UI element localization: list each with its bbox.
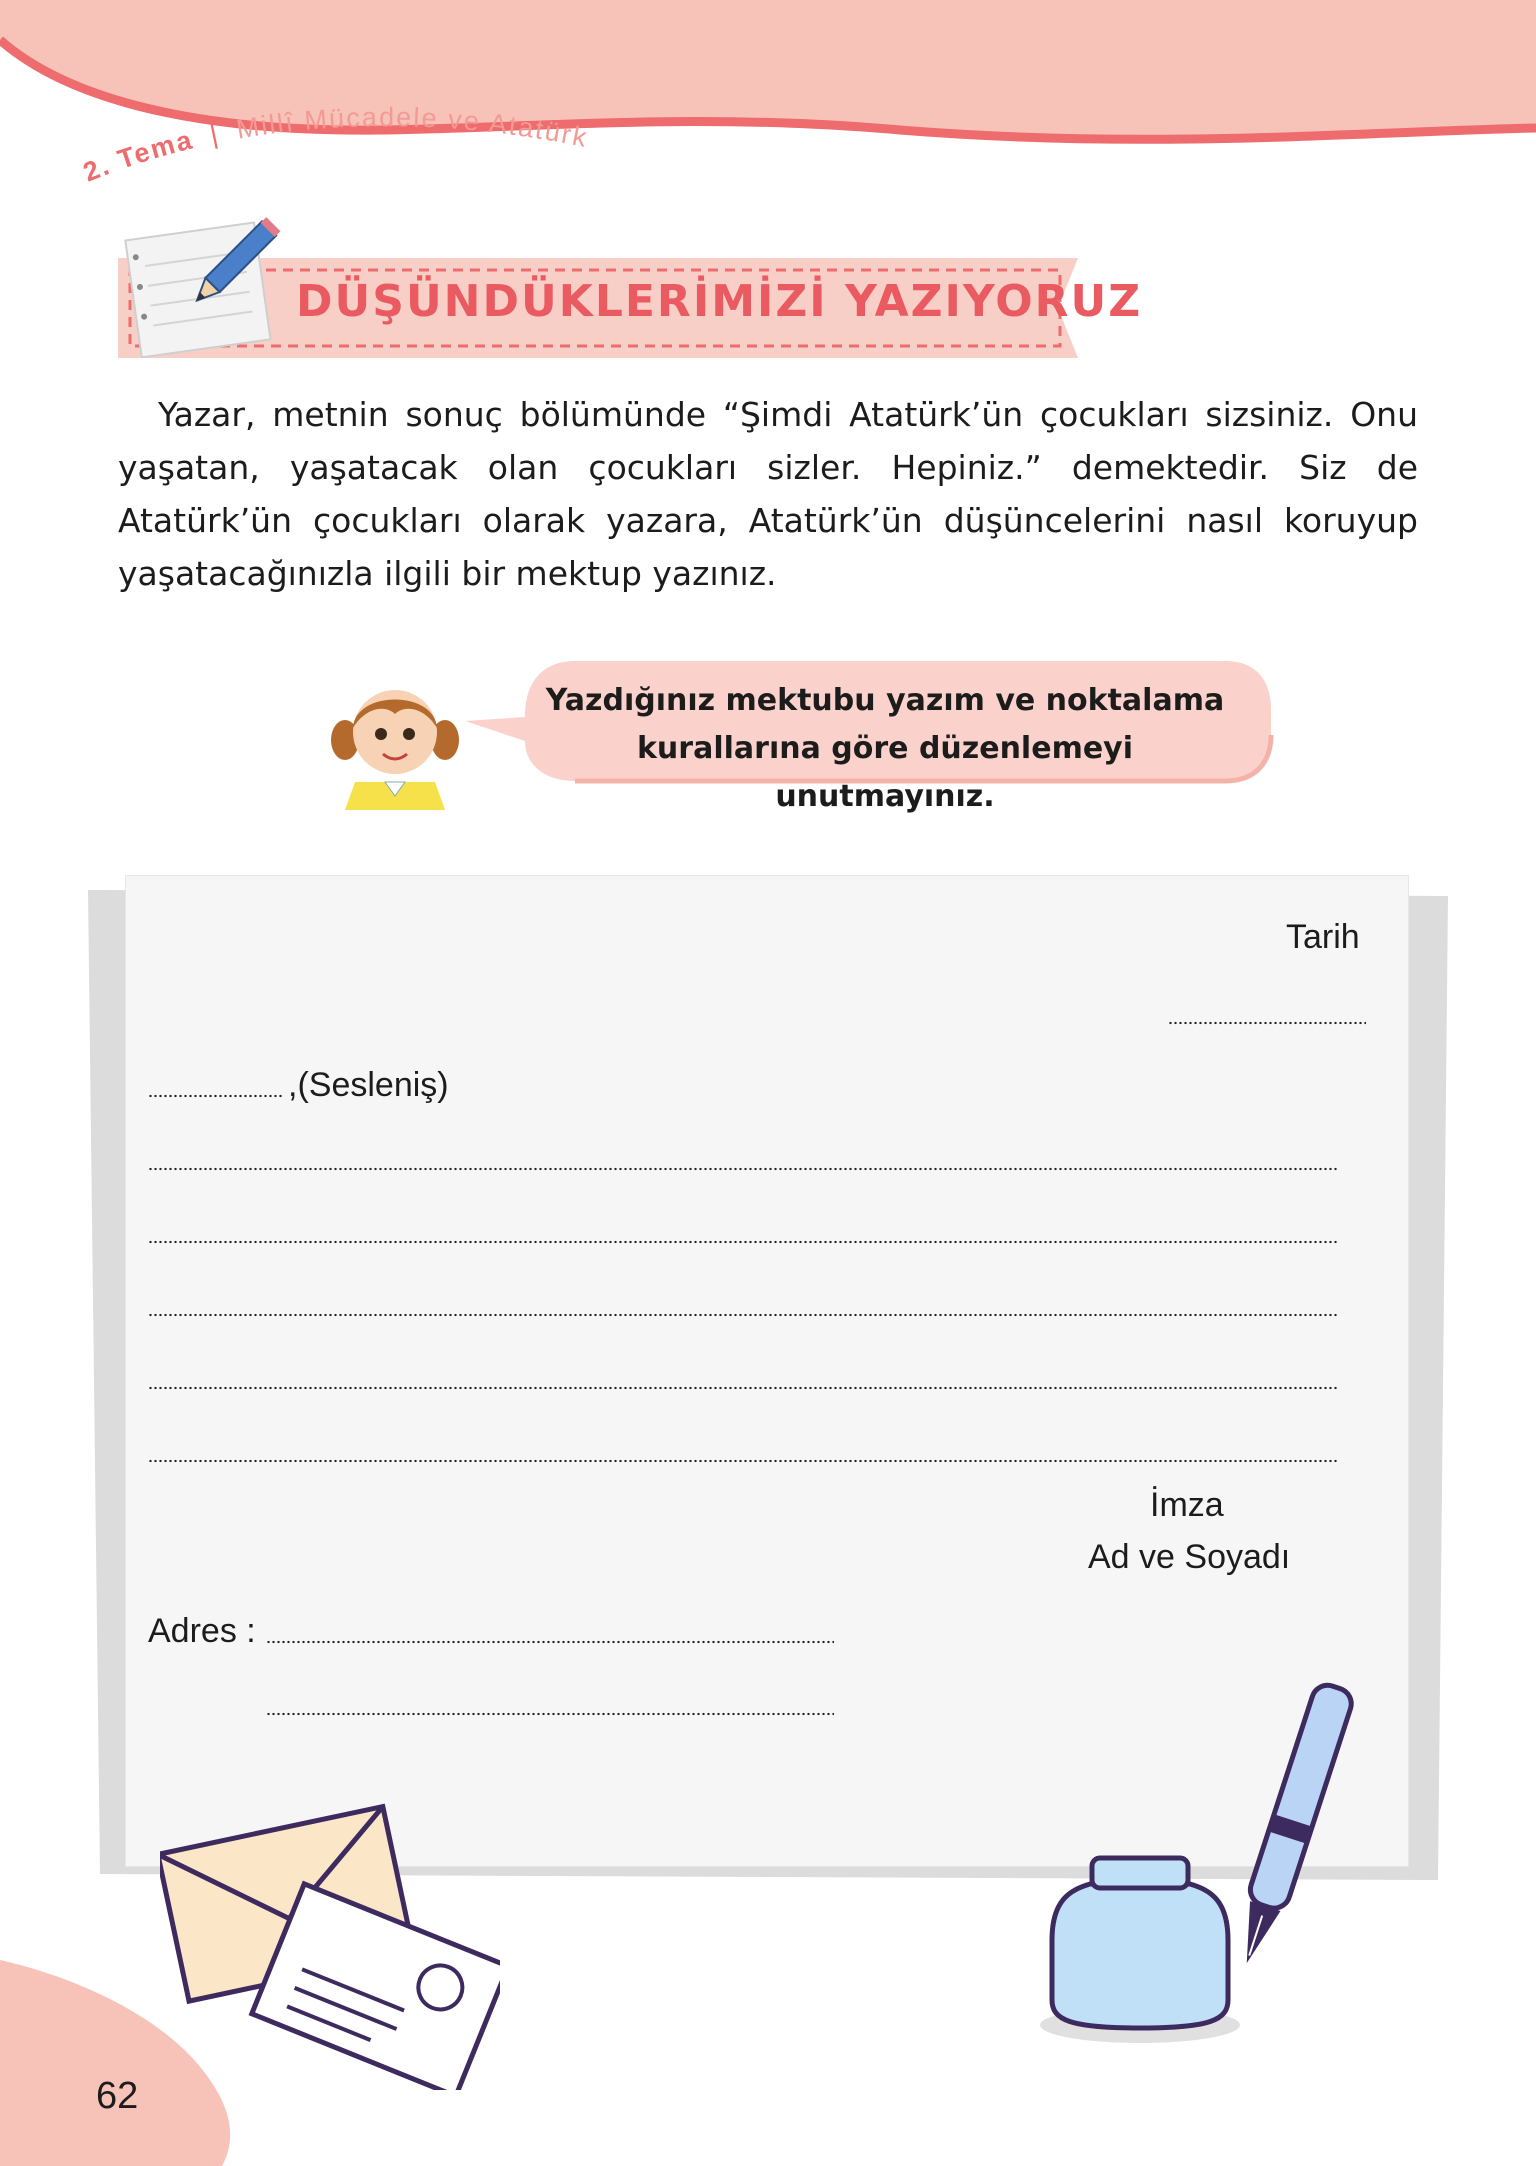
address-label: Adres :	[148, 1612, 256, 1650]
notepad-pencil-icon	[118, 208, 290, 358]
theme-name: Millî Mücadele ve Atatürk	[234, 102, 592, 154]
name-surname-label: Ad ve Soyadı	[1088, 1538, 1291, 1576]
address-field-line-1[interactable]	[266, 1640, 834, 1644]
letter-body-line[interactable]	[148, 1459, 1338, 1463]
girl-illustration	[325, 670, 465, 820]
theme-number: 2. Tema	[78, 124, 197, 188]
tip-text	[535, 677, 1235, 821]
letter-body-line[interactable]	[148, 1240, 1338, 1244]
ink-bottle-pen-illustration	[1030, 1670, 1360, 2050]
tip-line-1: Yazdığınız mektubu yazım ve noktalama	[545, 683, 1225, 718]
svg-text:2. Tema | Millî Mü	[79, 102, 591, 187]
salutation-field[interactable]	[148, 1094, 282, 1098]
date-field[interactable]	[1168, 1021, 1366, 1025]
letter-body-line[interactable]	[148, 1386, 1338, 1390]
corner-decoration	[0, 1960, 260, 2166]
theme-separator: |	[207, 118, 223, 150]
tip-line-2: kurallarına göre düzenlemeyi unutmayınız.	[636, 731, 1134, 814]
signature-label: İmza	[1150, 1486, 1224, 1524]
instruction-paragraph: Yazar, metnin sonuç bölümünde “Şimdi Atatürk’ün çocukları sizsiniz. Onu yaşatan, yaşatacak olan çocukları sizler. Hepiniz.” demektedir. Siz de Atatürk’ün çocukları olarak yazara, Atatürk’ün düşüncelerini nasıl koruyup yaşatacağınızla ilgili bir mektup yazınız.	[118, 395, 1418, 593]
salutation-label: ,(Sesleniş)	[288, 1066, 449, 1104]
letter-body-line[interactable]	[148, 1313, 1338, 1317]
letter-body-line[interactable]	[148, 1167, 1338, 1171]
date-label: Tarih	[1286, 918, 1360, 956]
address-field-line-2[interactable]	[266, 1712, 834, 1716]
page-number: 62	[96, 2075, 139, 2117]
section-title: DÜŞÜNDÜKLERİMİZİ YAZIYORUZ	[296, 276, 1143, 327]
theme-label	[0, 0, 1536, 220]
